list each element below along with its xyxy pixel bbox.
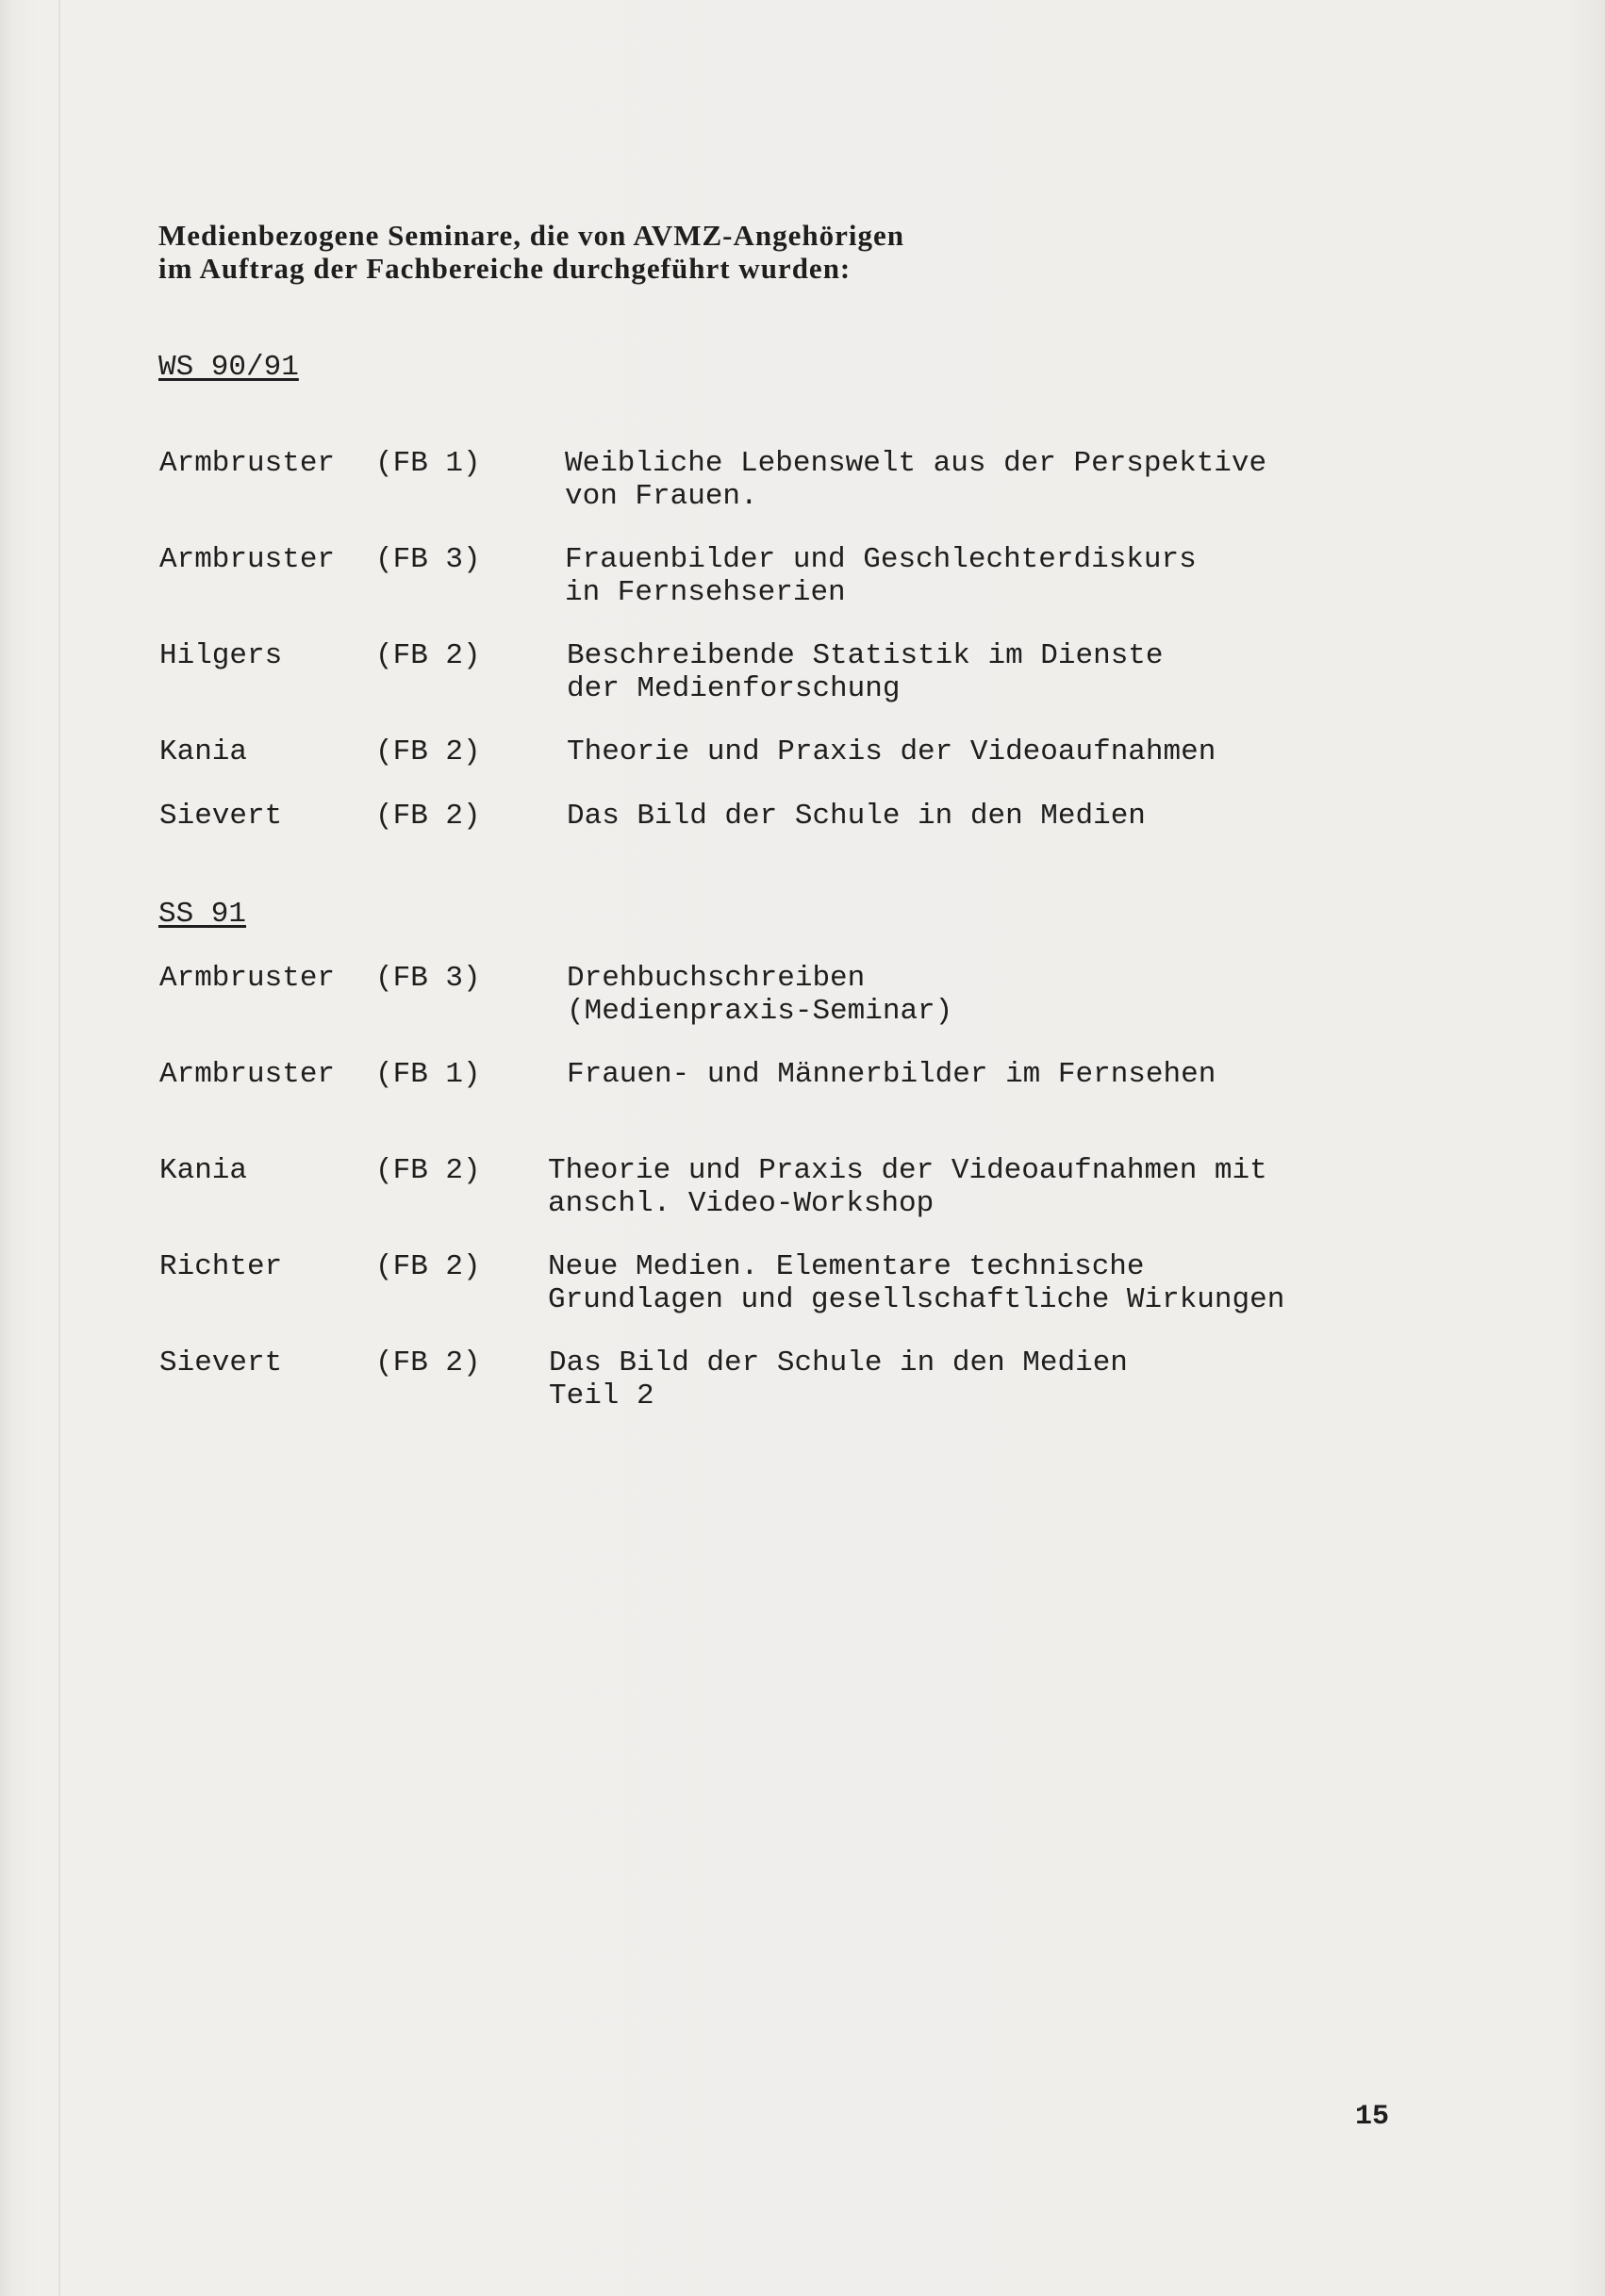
seminar-title: [548, 1154, 1267, 1220]
seminar-title-line: anschl. Video-Workshop: [548, 1187, 935, 1220]
heading-line-1: Medienbezogene Seminare, die von AVMZ-Angehörigen: [158, 219, 904, 252]
seminar-title-line: Drehbuchschreiben: [567, 962, 866, 995]
department-code: (FB 3): [375, 962, 481, 995]
seminar-title-line: Teil 2: [549, 1379, 654, 1412]
department-code: (FB 1): [375, 447, 481, 480]
section-heading: [158, 219, 904, 285]
department-code: (FB 3): [375, 543, 481, 576]
heading-line-2: im Auftrag der Fachbereiche durchgeführt wurden:: [158, 252, 852, 285]
seminar-title-line: Das Bild der Schule in den Medien: [567, 800, 1146, 833]
lecturer-name: Armbruster: [159, 543, 336, 576]
seminar-title-line: Frauenbilder und Geschlechterdiskurs: [565, 543, 1197, 576]
page-fold-shadow: [58, 0, 60, 2296]
department-code: (FB 2): [375, 639, 481, 672]
lecturer-name: Sievert: [159, 1346, 283, 1379]
lecturer-name: Sievert: [159, 800, 283, 833]
seminar-title: [565, 447, 1266, 513]
seminar-title-line: Beschreibende Statistik im Dienste: [567, 639, 1164, 672]
seminar-title: [567, 1058, 1216, 1091]
department-code: (FB 2): [375, 800, 481, 833]
seminar-title: [565, 543, 1197, 609]
seminar-title-line: Theorie und Praxis der Videoaufnahmen mit: [548, 1154, 1267, 1187]
seminar-title-line: Frauen- und Männerbilder im Fernsehen: [567, 1058, 1216, 1091]
seminar-title-line: Theorie und Praxis der Videoaufnahmen: [567, 735, 1216, 768]
term-label-ws-90-91: WS 90/91: [158, 351, 299, 384]
seminar-title: [567, 962, 952, 1028]
seminar-title-line: in Fernsehserien: [565, 576, 846, 609]
seminar-title-line: (Medienpraxis-Seminar): [567, 995, 953, 1028]
seminar-title-line: Weibliche Lebenswelt aus der Perspektive: [565, 447, 1267, 480]
lecturer-name: Kania: [159, 1154, 248, 1187]
seminar-title-line: von Frauen.: [565, 480, 758, 513]
seminar-title-line: Das Bild der Schule in den Medien: [549, 1346, 1128, 1379]
seminar-title: [567, 639, 1164, 705]
seminar-title-line: Grundlagen und gesellschaftliche Wirkungen: [548, 1283, 1285, 1316]
term-label-ss-91: SS 91: [158, 898, 247, 931]
seminar-title-line: Neue Medien. Elementare technische: [548, 1250, 1145, 1283]
lecturer-name: Kania: [159, 735, 248, 768]
lecturer-name: Armbruster: [159, 962, 336, 995]
lecturer-name: Armbruster: [159, 447, 336, 480]
department-code: (FB 2): [375, 1346, 481, 1379]
lecturer-name: Hilgers: [159, 639, 283, 672]
lecturer-name: Richter: [159, 1250, 283, 1283]
seminar-title: [548, 1250, 1284, 1316]
lecturer-name: Armbruster: [159, 1058, 336, 1091]
seminar-title: [567, 735, 1216, 768]
seminar-title: [549, 1346, 1128, 1412]
page-number: 15: [1355, 2101, 1390, 2133]
department-code: (FB 2): [375, 1250, 481, 1283]
seminar-title: [567, 800, 1146, 833]
department-code: (FB 1): [375, 1058, 481, 1091]
department-code: (FB 2): [375, 735, 481, 768]
seminar-title-line: der Medienforschung: [567, 672, 901, 705]
department-code: (FB 2): [375, 1154, 481, 1187]
